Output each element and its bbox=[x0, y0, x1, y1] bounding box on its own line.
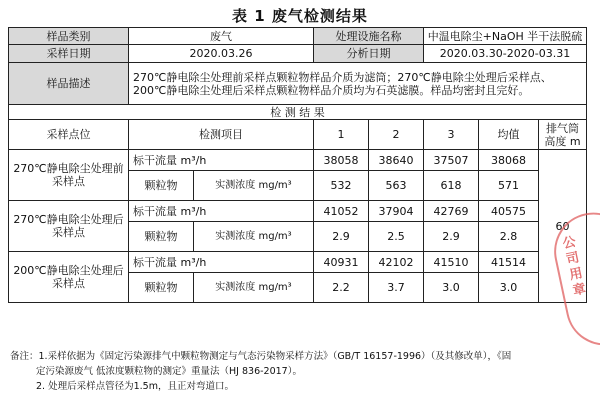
col-header-avg: 均值 bbox=[479, 120, 539, 150]
page-title: 表 1 废气检测结果 bbox=[232, 7, 368, 25]
stack-height: 60 bbox=[539, 150, 587, 303]
conc-value: 3.7 bbox=[369, 273, 424, 303]
flow-value: 41052 bbox=[314, 201, 369, 222]
flow-average: 41514 bbox=[479, 252, 539, 273]
conc-value: 2.5 bbox=[369, 222, 424, 252]
conc-label: 实测浓度 mg/m³ bbox=[194, 171, 314, 201]
note-line-1: 备注：1.采样依据为《固定污染源排气中颗粒物测定与气态污染物采样方法》（GB/T 16157-1996）（及其修改单），《固 bbox=[10, 351, 512, 362]
flow-value: 40931 bbox=[314, 252, 369, 273]
flow-value: 41510 bbox=[424, 252, 479, 273]
results-table bbox=[8, 27, 587, 303]
note-line-3: 2. 处理后采样点管径为1.5m，且正对弯道口。 bbox=[36, 381, 234, 392]
conc-value: 532 bbox=[314, 171, 369, 201]
flow-label: 标干流量 m³/h bbox=[129, 252, 314, 273]
col-header-2: 2 bbox=[369, 120, 424, 150]
flow-average: 38068 bbox=[479, 150, 539, 171]
flow-label: 标干流量 m³/h bbox=[129, 150, 314, 171]
col-header-1: 1 bbox=[314, 120, 369, 150]
description-label: 样品描述 bbox=[9, 63, 129, 105]
conc-value: 618 bbox=[424, 171, 479, 201]
analysis-date-label: 分析日期 bbox=[314, 45, 424, 63]
results-header: 检 测 结 果 bbox=[9, 105, 587, 120]
sample-type-value: 废气 bbox=[129, 28, 314, 45]
seal-text: 公司用章 bbox=[558, 234, 587, 301]
conc-label: 实测浓度 mg/m³ bbox=[194, 222, 314, 252]
facility-value: 中温电除尘+NaOH 半干法脱硫 bbox=[424, 28, 587, 45]
particle-label: 颗粒物 bbox=[129, 273, 194, 303]
flow-value: 37507 bbox=[424, 150, 479, 171]
flow-value: 38058 bbox=[314, 150, 369, 171]
conc-average: 571 bbox=[479, 171, 539, 201]
flow-value: 37904 bbox=[369, 201, 424, 222]
conc-value: 2.2 bbox=[314, 273, 369, 303]
point-name: 200℃静电除尘处理后采样点 bbox=[9, 252, 129, 303]
flow-average: 40575 bbox=[479, 201, 539, 222]
conc-value: 563 bbox=[369, 171, 424, 201]
conc-average: 2.8 bbox=[479, 222, 539, 252]
conc-label: 实测浓度 mg/m³ bbox=[194, 273, 314, 303]
point-name: 270℃静电除尘处理后采样点 bbox=[9, 201, 129, 252]
flow-value: 42769 bbox=[424, 201, 479, 222]
note-line-2: 定污染源废气 低浓度颗粒物的测定》重量法（HJ 836-2017）。 bbox=[36, 366, 302, 377]
particle-label: 颗粒物 bbox=[129, 171, 194, 201]
flow-value: 38640 bbox=[369, 150, 424, 171]
col-header-point: 采样点位 bbox=[9, 120, 129, 150]
col-header-item: 检测项目 bbox=[129, 120, 314, 150]
sampling-date-value: 2020.03.26 bbox=[129, 45, 314, 63]
conc-value: 3.0 bbox=[424, 273, 479, 303]
flow-value: 42102 bbox=[369, 252, 424, 273]
col-header-3: 3 bbox=[424, 120, 479, 150]
facility-label: 处理设施名称 bbox=[314, 28, 424, 45]
analysis-date-value: 2020.03.30-2020-03.31 bbox=[424, 45, 587, 63]
sample-type-label: 样品类别 bbox=[9, 28, 129, 45]
conc-average: 3.0 bbox=[479, 273, 539, 303]
sampling-date-label: 采样日期 bbox=[9, 45, 129, 63]
conc-value: 2.9 bbox=[424, 222, 479, 252]
description-text: 270℃静电除尘处理前采样点颗粒物样品介质为滤筒；270℃静电除尘处理后采样点、200℃静电除尘处理后采样点颗粒物样品介质均为石英滤膜。样品均密封且完好。 bbox=[129, 63, 587, 105]
point-name: 270℃静电除尘处理前采样点 bbox=[9, 150, 129, 201]
col-header-height: 排气筒高度 m bbox=[539, 120, 587, 150]
particle-label: 颗粒物 bbox=[129, 222, 194, 252]
flow-label: 标干流量 m³/h bbox=[129, 201, 314, 222]
conc-value: 2.9 bbox=[314, 222, 369, 252]
notes bbox=[10, 349, 590, 394]
